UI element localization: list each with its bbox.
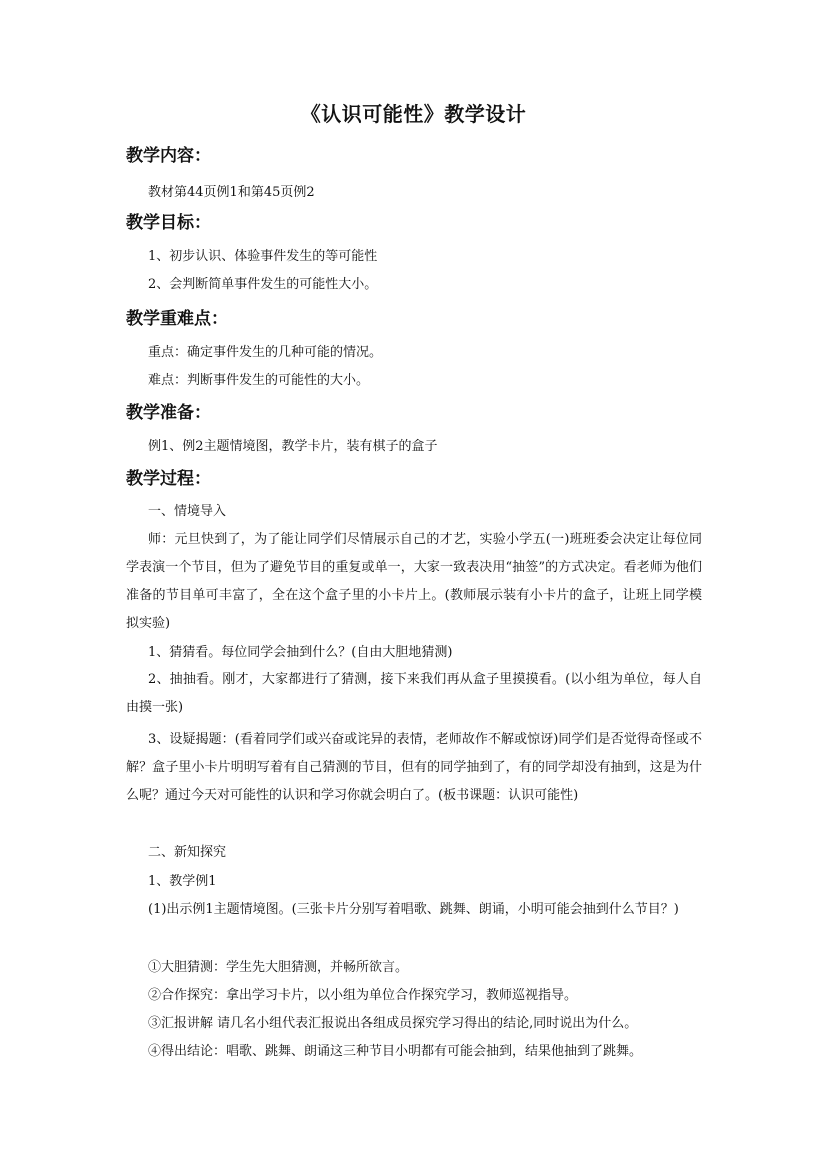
circle-step-4: ④得出结论：唱歌、跳舞、朗诵这三种节目小明都有可能会抽到，结果他抽到了跳舞。: [148, 1044, 643, 1059]
circle-step-2: ②合作探究：拿出学习卡片，以小组为单位合作探究学习，教师巡视指导。: [148, 988, 578, 1003]
preparation-line: 例1、例2主题情境图，教学卡片，装有棋子的盒子: [148, 439, 438, 454]
circle-step-1: ①大胆猜测：学生先大胆猜测，并畅所欲言。: [148, 960, 409, 975]
step3-paragraph: 3、设疑揭题：(看着同学们或兴奋或诧异的表情，老师故作不解或惊讶)同学们是否觉得奇怪或不解？盒子里小卡片明明写着有自己猜测的节目，但有的同学抽到了，有的同学却没有抽到，这是为什么呢？通过今天对可能性的认识和学习你就会明白了。(板书课题：认识可能性): [126, 732, 702, 803]
document-title: 《认识可能性》教学设计: [300, 102, 527, 126]
difficult-point-line: 难点：判断事件发生的可能性的大小。: [148, 373, 370, 388]
goal-line-1: 1、初步认识、体验事件发生的等可能性: [148, 249, 378, 264]
circle-step-3: ③汇报讲解 请几名小组代表汇报说出各组成员探究学习得出的结论,同时说出为什么。: [148, 1016, 638, 1031]
part1-title: 一、情境导入: [148, 504, 227, 519]
goal-line-2: 2、会判断简单事件发生的可能性大小。: [148, 277, 378, 292]
content-line: 教材第44页例1和第45页例2: [148, 185, 315, 200]
example1-title: 1、教学例1: [148, 874, 217, 889]
part2-title: 二、新知探究: [148, 845, 227, 860]
example1-paragraph: (1)出示例1主题情境图。(三张卡片分别写着唱歌、跳舞、朗诵，小明可能会抽到什么节目？): [148, 902, 679, 917]
heading-key-points: 教学重难点：: [126, 309, 228, 329]
step2-paragraph: 2、抽抽看。刚才，大家都进行了猜测，接下来我们再从盒子里摸摸看。(以小组为单位，每人自由摸一张): [126, 672, 702, 715]
intro-paragraph: 师：元旦快到了，为了能让同学们尽情展示自己的才艺，实验小学五(一)班班委会决定让每位同学表演一个节目，但为了避免节目的重复或单一，大家一致表决用“抽签”的方式决定。看老师为他们准备的节目单可丰富了，全在这个盒子里的小卡片上。(教师展示装有小卡片的盒子，让班上同学模拟实验): [126, 532, 702, 631]
heading-teaching-content: 教学内容：: [126, 146, 211, 166]
heading-teaching-goals: 教学目标：: [126, 213, 211, 233]
heading-preparation: 教学准备：: [126, 403, 211, 423]
heading-process: 教学过程：: [126, 469, 211, 489]
step1-line: 1、猜猜看。每位同学会抽到什么？(自由大胆地猜测): [148, 645, 453, 660]
key-point-line: 重点：确定事件发生的几种可能的情况。: [148, 345, 383, 360]
